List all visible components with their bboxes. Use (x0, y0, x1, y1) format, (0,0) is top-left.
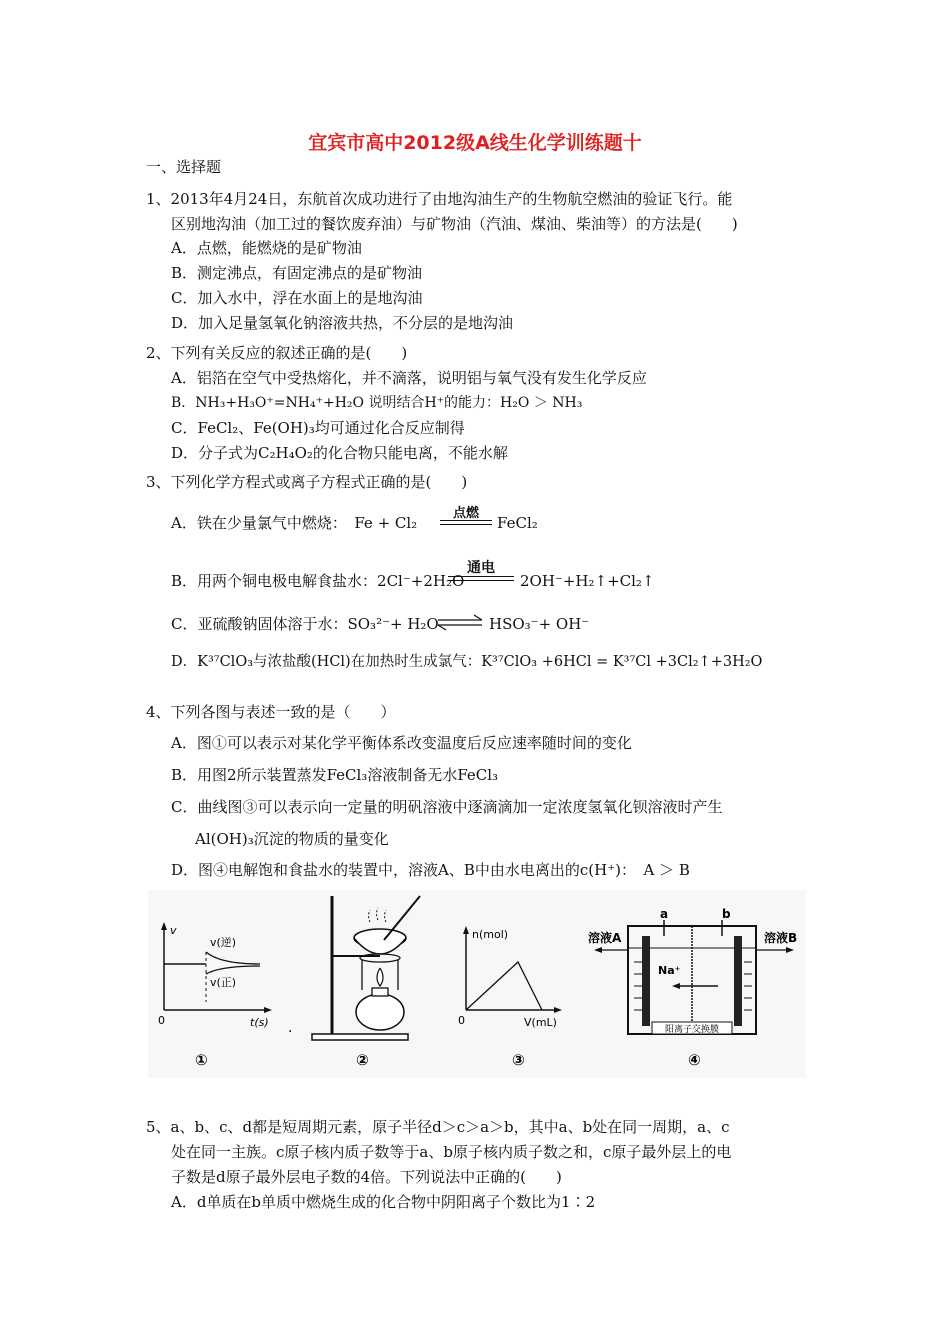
q3-option-d: D．K³⁷ClO₃与浓盐酸(HCl)在加热时生成氯气：K³⁷ClO₃ +6HCl = K³⁷Cl +3Cl₂↑+3H₂O (171, 654, 763, 670)
reversible-arrow-icon (436, 614, 484, 632)
section-heading: 一、选择题 (146, 158, 222, 176)
q4-option-d: D．图④电解饱和食盐水的装置中，溶液A、B中由水电离出的c(H⁺)： A ＞ B (171, 861, 690, 879)
q5-stem-line3: 子数是d原子最外层电子数的4倍。下列说法中正确的( ) (171, 1168, 562, 1186)
figure-2-evaporation-apparatus (288, 890, 438, 1078)
figure-2-number: ② (356, 1051, 369, 1069)
q3-option-b-condition: 通电 (467, 560, 495, 576)
q5-option-a: A．d单质在b单质中燃烧生成的化合物中阴阳离子个数比为1∶2 (171, 1193, 596, 1211)
figure-1-rate-graph (148, 890, 278, 1078)
q1-stem-line1: 1、2013年4月24日，东航首次成功进行了由地沟油生产的生物航空燃油的验证飞行。能 (146, 190, 733, 208)
q3-option-c-left: C．亚硫酸钠固体溶于水：SO₃²⁻+ H₂O (171, 615, 439, 633)
figure-3-x-label: V(mL) (524, 1016, 557, 1029)
q3-option-a-equals-sign (440, 520, 492, 526)
figure-1-number: ① (195, 1051, 208, 1069)
q3-option-c-right: HSO₃⁻+ OH⁻ (489, 615, 590, 633)
figure-1-origin: 0 (158, 1014, 165, 1027)
figure-4-solution-a-label: 溶液A (588, 931, 622, 945)
q3-option-b-left: B．用两个铜电极电解食盐水：2Cl⁻+2H₂O (171, 572, 465, 590)
q1-option-d: D．加入足量氢氧化钠溶液共热，不分层的是地沟油 (171, 314, 514, 332)
q5-stem-line2: 处在同一主族。c原子核内质子数等于a、b原子核内质子数之和，c原子最外层上的电 (171, 1143, 732, 1161)
figure-4-ion-label: Na⁺ (658, 964, 681, 977)
figure-4-electrode-b-label: b (722, 907, 731, 921)
q5-stem-line1: 5、a、b、c、d都是短周期元素，原子半径d＞c＞a＞b，其中a、b处在同一周期，a、c (146, 1118, 730, 1136)
figure-4-electrode-a-label: a (660, 907, 669, 921)
q1-option-b: B．测定沸点，有固定沸点的是矿物油 (171, 264, 423, 282)
q1-stem-line2: 区别地沟油（加工过的餐饮废弃油）与矿物油（汽油、煤油、柴油等）的方法是( ) (171, 215, 738, 233)
q3-option-b-equals-sign (448, 576, 514, 582)
q3-option-a-condition: 点燃 (452, 506, 479, 521)
figure-1-x-label: t(s) (250, 1016, 269, 1029)
figure-4-membrane-label: 阳离子交换膜 (664, 1025, 720, 1035)
figure-1-y-label: v (170, 924, 177, 937)
q3-option-a-right: FeCl₂ (497, 514, 538, 532)
figure-2-dot: . (288, 1020, 293, 1036)
q4-option-c: C．曲线图③可以表示向一定量的明矾溶液中逐滴滴加一定浓度氢氧化钡溶液时产生 (171, 798, 723, 816)
q3-stem: 3、下列化学方程式或离子方程式正确的是( ) (146, 473, 468, 491)
figure-1-upper-curve-label: v(逆) (210, 936, 237, 949)
q2-stem: 2、下列有关反应的叙述正确的是( ) (146, 344, 408, 362)
q3-option-a-left: A．铁在少量氯气中燃烧： Fe + Cl₂ (171, 514, 418, 532)
figure-3-precipitate-graph (448, 890, 578, 1078)
q1-option-c: C．加入水中，浮在水面上的是地沟油 (171, 289, 423, 307)
figure-4-number: ④ (688, 1051, 701, 1069)
q1-option-a: A．点燃，能燃烧的是矿物油 (171, 239, 362, 257)
page-title: 宜宾市高中2012级A线生化学训练题十 (308, 132, 642, 154)
q4-option-c-continued: Al(OH)₃沉淀的物质的量变化 (195, 830, 389, 848)
figure-4-electrolysis-cell (588, 890, 806, 1078)
q3-option-b-right: 2OH⁻+H₂↑+Cl₂↑ (520, 572, 655, 590)
q2-option-c: C．FeCl₂、Fe(OH)₃均可通过化合反应制得 (171, 419, 465, 437)
q4-option-b: B．用图2所示装置蒸发FeCl₃溶液制备无水FeCl₃ (171, 766, 499, 784)
q4-stem: 4、下列各图与表述一致的是（ ） (146, 703, 396, 721)
q2-option-a: A．铝箔在空气中受热熔化，并不滴落，说明铝与氧气没有发生化学反应 (171, 369, 647, 387)
q2-option-d: D．分子式为C₂H₄O₂的化合物只能电离，不能水解 (171, 444, 508, 462)
figure-1-lower-curve-label: v(正) (210, 976, 237, 989)
figure-3-y-label: n(mol) (472, 928, 509, 941)
figure-3-origin: 0 (458, 1014, 465, 1027)
q2-option-b: B．NH₃+H₃O⁺=NH₄⁺+H₂O 说明结合H⁺的能力：H₂O ＞ NH₃ (171, 395, 583, 411)
figure-3-number: ③ (512, 1051, 525, 1069)
figures-panel (148, 890, 806, 1078)
figure-4-solution-b-label: 溶液B (764, 931, 798, 945)
q4-option-a: A．图①可以表示对某化学平衡体系改变温度后反应速率随时间的变化 (171, 734, 632, 752)
